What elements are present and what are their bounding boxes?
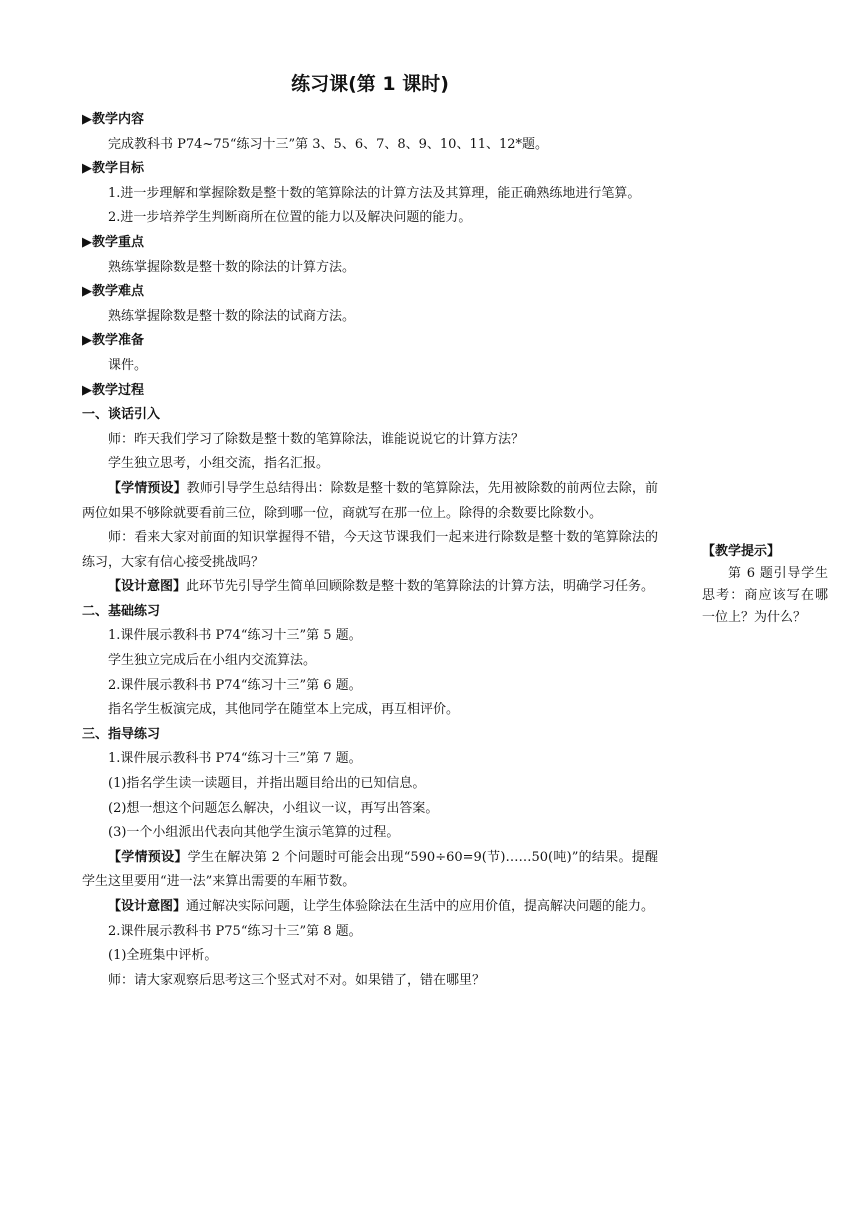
part1-paragraph-5 — [82, 575, 658, 600]
page-title: 练习课(第 1 课时) — [291, 73, 449, 95]
goal-item-2: 2.进一步培养学生判断商所在位置的能力以及解决问题的能力。 — [108, 210, 472, 226]
part3-paragraph-3: (2)想一想这个问题怎么解决，小组议一议，再写出答案。 — [108, 800, 439, 816]
situation-text: 教师引导学生总结得出：除数是整十数的笔算除法，先用被除数的前两位去除，前两位如果不够除就要看前三位，除到哪一位，商就写在那一位上。除得的余数要比除数小。 — [82, 480, 658, 521]
design-intent-tag: 【设计意图】 — [108, 899, 187, 914]
teaching-tip-heading: 【教学提示】 — [702, 544, 781, 559]
part1-paragraph-2: 学生独立思考，小组交流，指名汇报。 — [108, 456, 330, 472]
design-intent-tag: 【设计意图】 — [108, 579, 187, 595]
part2-paragraph-3: 2.课件展示教科书 P74“练习十三”第 6 题。 — [108, 677, 362, 693]
part3-paragraph-9: 师：请大家观察后思考这三个竖式对不对。如果错了，错在哪里？ — [108, 972, 486, 988]
part2-paragraph-2: 学生独立完成后在小组内交流算法。 — [108, 653, 317, 669]
part3-paragraph-2: (1)指名学生读一读题目，并指出题目给出的已知信息。 — [108, 776, 426, 792]
part3-paragraph-6 — [82, 895, 658, 920]
teaching-tip-sidebar — [702, 541, 828, 629]
section-heading-key-point: ▶教学重点 — [82, 234, 144, 250]
difficulty-text: 熟练掌握除数是整十数的除法的试商方法。 — [108, 308, 356, 324]
part2-heading: 二、基础练习 — [82, 603, 161, 619]
part3-paragraph-8: (1)全班集中评析。 — [108, 948, 218, 964]
teaching-tip-text: 第 6 题引导学生思考：商应该写在哪一位上？为什么？ — [702, 566, 828, 625]
part1-paragraph-4: 师：看来大家对前面的知识掌握得不错，今天这节课我们一起来进行除数是整十数的笔算除法的练习，大家有信心接受挑战吗？ — [82, 530, 658, 570]
part3-paragraph-7: 2.课件展示教科书 P75“练习十三”第 8 题。 — [108, 923, 362, 939]
situation-text: 学生在解决第 2 个问题时可能会出现“590÷60=9(节)……50(吨)”的结果。提醒学生这里要用“进一法”来算出需要的车厢节数。 — [82, 849, 658, 890]
content-text: 完成教科书 P74~75“练习十三”第 3、5、6、7、8、9、10、11、12*题。 — [108, 136, 549, 152]
section-heading-content: ▶教学内容 — [82, 112, 144, 127]
design-intent-text: 通过解决实际问题，让学生体验除法在生活中的应用价值，提高解决问题的能力。 — [186, 899, 655, 914]
section-heading-difficulty: ▶教学难点 — [82, 284, 144, 300]
part2-paragraph-1: 1.课件展示教科书 P74“练习十三”第 5 题。 — [108, 628, 362, 644]
part1-paragraph-3 — [82, 477, 658, 526]
section-heading-preparation: ▶教学准备 — [82, 333, 144, 349]
part1-paragraph-1: 师：昨天我们学习了除数是整十数的笔算除法，谁能说说它的计算方法？ — [108, 431, 525, 447]
main-column — [82, 108, 658, 993]
part2-paragraph-4: 指名学生板演完成，其他同学在随堂本上完成，再互相评价。 — [108, 702, 460, 718]
part3-paragraph-5 — [82, 846, 658, 895]
part3-heading: 三、指导练习 — [82, 726, 161, 742]
part1-heading: 一、谈话引入 — [82, 407, 161, 423]
key-point-text: 熟练掌握除数是整十数的除法的计算方法。 — [108, 259, 356, 275]
section-heading-process: ▶教学过程 — [82, 382, 144, 398]
preparation-text: 课件。 — [108, 357, 148, 373]
situation-tag: 【学情预设】 — [108, 849, 188, 865]
goal-item-1: 1.进一步理解和掌握除数是整十数的笔算除法的计算方法及其算理，能正确熟练地进行笔算。 — [108, 185, 641, 201]
part3-paragraph-4: (3)一个小组派出代表向其他学生演示笔算的过程。 — [108, 825, 400, 841]
part3-paragraph-1: 1.课件展示教科书 P74“练习十三”第 7 题。 — [108, 751, 362, 767]
section-heading-goals: ▶教学目标 — [82, 161, 144, 177]
situation-tag: 【学情预设】 — [108, 480, 187, 496]
design-intent-text: 此环节先引导学生简单回顾除数是整十数的笔算除法的计算方法，明确学习任务。 — [186, 579, 655, 595]
